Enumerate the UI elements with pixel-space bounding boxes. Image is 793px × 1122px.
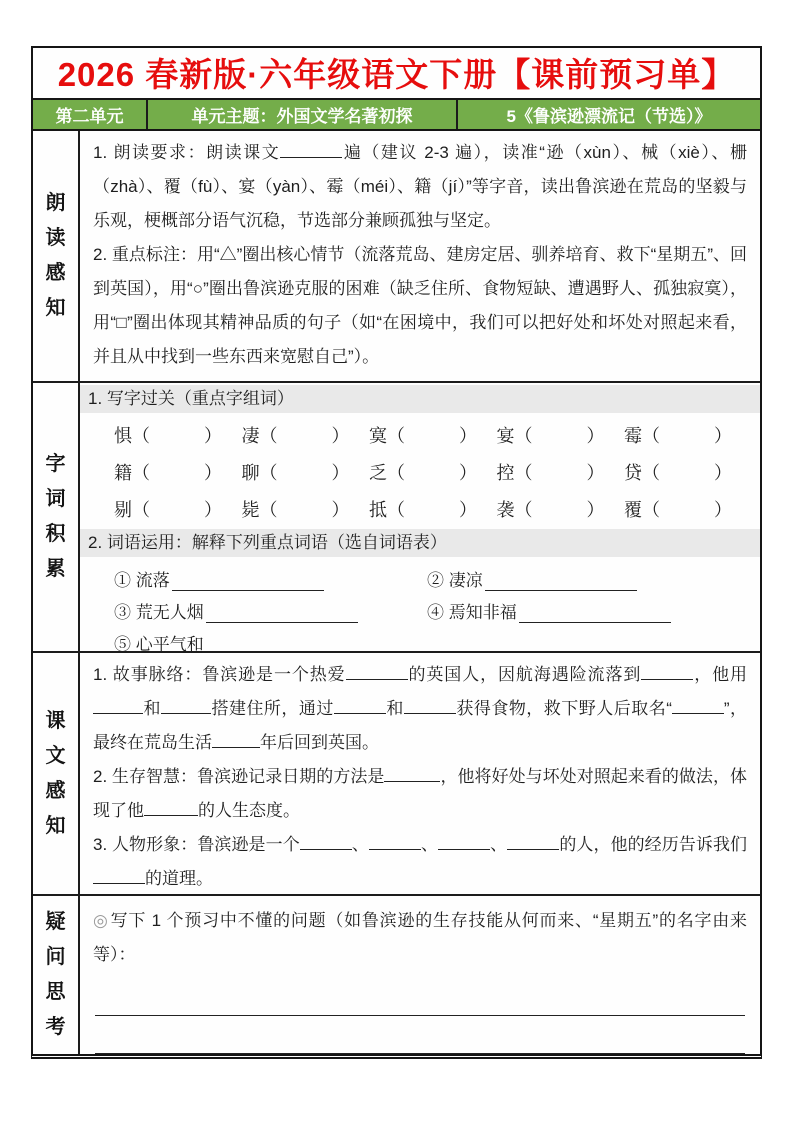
section-words [33, 383, 760, 653]
unit-label: 第二单元 [33, 100, 148, 130]
char-cell: 凄（ ） [241, 425, 350, 446]
section-label-cell [33, 383, 80, 651]
char-practice-grid [80, 413, 760, 527]
fill-in-blank [641, 663, 693, 680]
answer-line [519, 606, 671, 623]
writing-line [95, 978, 745, 1016]
circle-bullet-icon: ◎ [93, 911, 109, 930]
character-image-text: 3. 人物形象：鲁滨逊是一个 、 、 、 的人，他的经历告诉我们的道理。 [93, 835, 748, 888]
question-prompt-text: 写下 1 个预习中不懂的问题（如鲁滨逊的生存技能从何而来、“星期五”的名字由来等）： [93, 911, 747, 964]
question-prompt [93, 904, 747, 972]
char-cell: 霉（ ） [624, 425, 732, 446]
fill-in-blank [334, 697, 386, 714]
fill-in-blank [144, 799, 198, 816]
usage-item [427, 593, 740, 625]
comprehension-content [80, 653, 760, 894]
char-cell: 袭（ ） [496, 499, 605, 520]
fill-in-blank [404, 697, 456, 714]
char-cell: 覆（ ） [624, 499, 732, 520]
char-cell: 聊（ ） [241, 462, 350, 483]
worksheet-table [31, 46, 762, 1059]
reading-marking-text: 2. 重点标注：用“△”圈出核心情节（流落荒岛、建房定居、驯养培育、救下“星期五”、回到英国），用“○”圈出鲁滨逊克服的困难（缺乏住所、食物短缺、遭遇野人、孤独寂寞），用“□”圈出体现其精神品质的句子（如“在困境中，我们可以把好处和坏处对照起来看，并且从中找到一些东西来宽慰自己”）。 [93, 245, 747, 367]
section-label-cell [33, 896, 80, 1054]
fill-in-blank [93, 867, 145, 884]
answer-line [172, 574, 324, 591]
word-usage-header: 2. 词语运用：解释下列重点词语（选自词语表） [80, 529, 760, 557]
usage-item [427, 561, 740, 593]
writing-line [95, 1016, 745, 1054]
usage-word: ① 流落 [114, 571, 170, 590]
word-usage-grid [80, 557, 760, 651]
survival-wisdom-text: 2. 生存智慧：鲁滨逊记录日期的方法是 ，他将好处与坏处对照起来看的做法，体现了他 的人生态度。 [93, 767, 747, 820]
fill-in-blank [346, 663, 408, 680]
section-label-comprehension: 课文感知 [45, 709, 66, 837]
fill-in-blank [161, 697, 211, 714]
words-content [80, 383, 760, 651]
page-title: 2026 春新版·六年级语文下册【课前预习单】 [57, 56, 736, 94]
answer-line [206, 638, 358, 651]
write-practice-header: 1. 写字过关（重点字组词） [80, 385, 760, 413]
title-row [33, 48, 760, 100]
section-label-cell [33, 131, 80, 381]
section-comprehension [33, 653, 760, 896]
question-content [80, 896, 760, 1054]
char-row [114, 416, 732, 453]
fill-in-blank [300, 833, 352, 850]
fill-in-blank [672, 697, 724, 714]
char-cell: 籍（ ） [114, 462, 222, 483]
fill-in-blank [384, 765, 440, 782]
fill-in-blank [507, 833, 559, 850]
char-row [114, 490, 732, 527]
usage-word: ③ 荒无人烟 [114, 603, 204, 622]
story-outline-text: 1. 故事脉络：鲁滨逊是一个热爱 的英国人，因航海遇险流落到 ，他用和 搭建住所，通过 和 获得食物，救下野人后取名“ ”，最终在荒岛生活 年后回到英国。 [93, 665, 748, 752]
unit-bar [33, 100, 760, 132]
usage-word: ④ 焉知非福 [427, 603, 517, 622]
unit-theme: 单元主题：外国文学名著初探 [148, 100, 458, 130]
char-cell: 惧（ ） [114, 425, 222, 446]
char-cell: 毙（ ） [241, 499, 350, 520]
char-cell: 抵（ ） [369, 499, 477, 520]
char-cell: 贷（ ） [624, 462, 732, 483]
char-cell: 寞（ ） [369, 425, 477, 446]
answer-line [485, 574, 637, 591]
usage-word: ⑤ 心平气和 [114, 635, 204, 651]
usage-item [114, 593, 427, 625]
answer-line [206, 606, 358, 623]
char-cell: 控（ ） [496, 462, 605, 483]
section-label-words: 字词积累 [45, 453, 66, 580]
usage-word: ② 凄凉 [427, 571, 483, 590]
section-question [33, 896, 760, 1054]
fill-in-blank [93, 697, 143, 714]
section-label-cell [33, 653, 80, 894]
reading-content [80, 131, 760, 381]
char-cell: 宴（ ） [496, 425, 605, 446]
char-row [114, 453, 732, 490]
char-cell: 乏（ ） [369, 462, 477, 483]
char-cell: 剔（ ） [114, 499, 222, 520]
section-reading [33, 131, 760, 383]
reading-requirement-text: 1. 朗读要求：朗读课文 遍（建议 2-3 遍），读准“逊（xùn）、械（xiè）、栅（zhà）、覆（fù）、宴（yàn）、霉（méi）、籍（jí）”等字音，读出鲁滨逊在荒岛的坚毅与乐观，梗概部分语气沉稳，节选部分兼顾孤独与坚定。 [93, 143, 747, 231]
usage-item [114, 561, 427, 593]
section-label-question: 疑问思考 [45, 911, 66, 1038]
usage-item [114, 625, 427, 651]
fill-in-blank [438, 833, 490, 850]
lesson-title: 5《鲁滨逊漂流记（节选）》 [506, 107, 712, 127]
fill-in-blank [212, 731, 260, 748]
fill-in-blank [280, 141, 342, 158]
fill-in-blank [369, 833, 421, 850]
section-label-reading: 朗读感知 [45, 192, 66, 320]
